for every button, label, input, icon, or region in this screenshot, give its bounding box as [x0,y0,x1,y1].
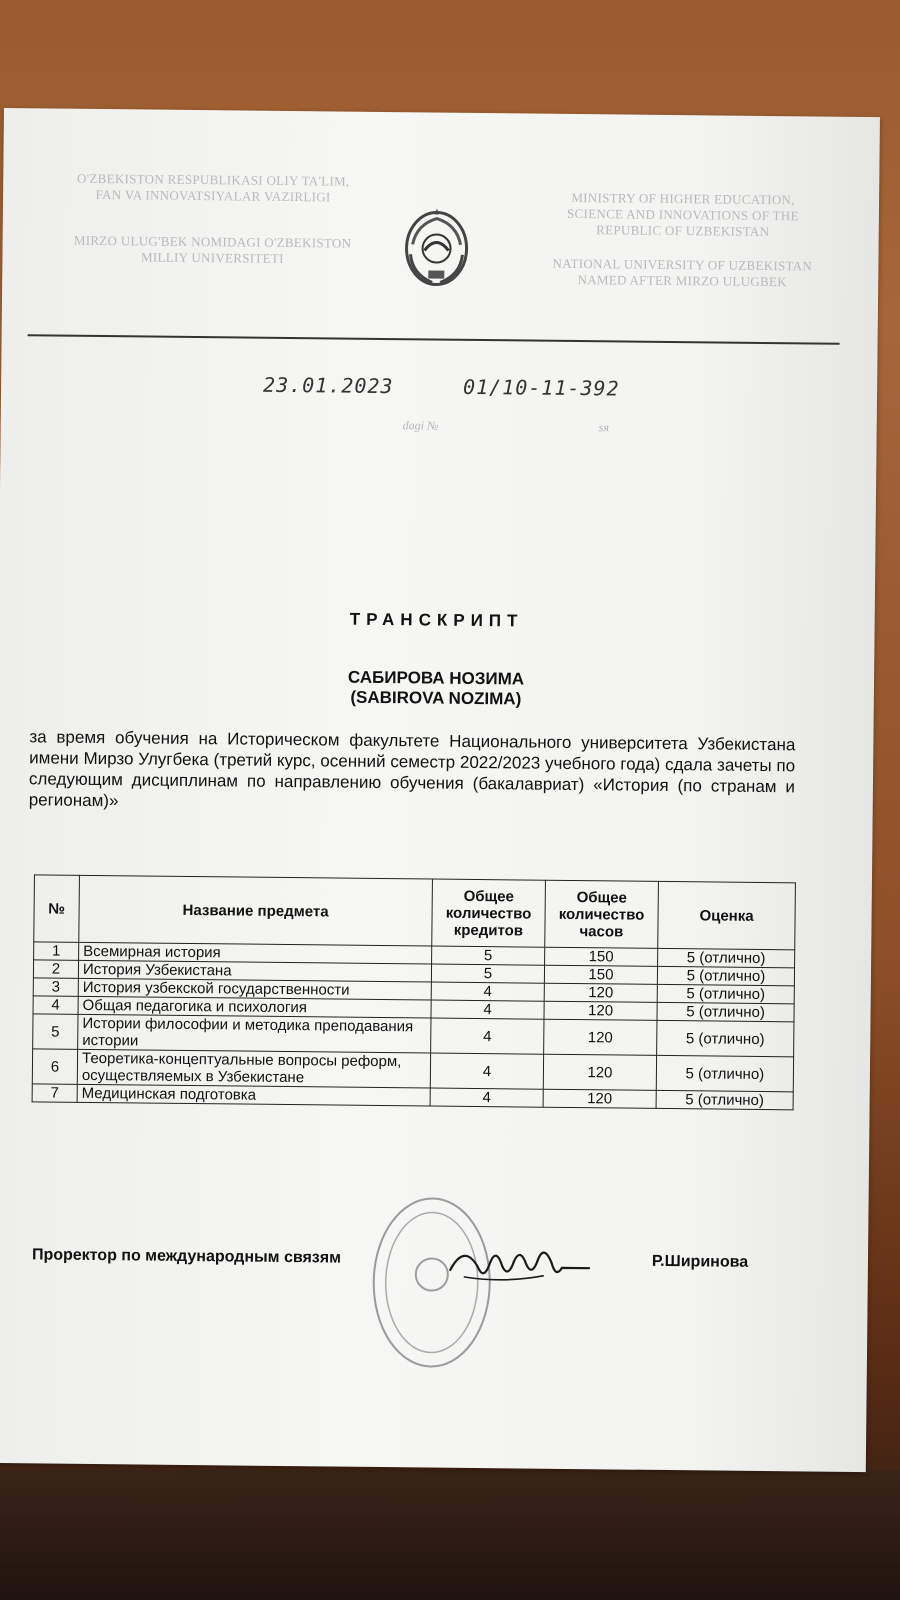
row-num: 5 [33,1014,78,1049]
row-hours: 120 [543,1054,656,1090]
row-hours: 120 [544,1019,657,1055]
header-num: № [34,875,80,942]
registration-date-label: dagi № [402,418,439,433]
row-grade: 5 (отлично) [656,1090,793,1109]
desk-shadow [0,1470,900,1600]
row-grade: 5 (отлично) [657,966,794,985]
document-title: ТРАНСКРИПТ [349,609,524,631]
table-header-row [34,875,796,950]
row-credits: 4 [431,1000,544,1019]
row-subject: Теоретика-концептуальные вопросы реформ, осуществляемых в Узбекистане [77,1049,430,1088]
header-left-line4: MILLIY UNIVERSITETI [140,249,284,266]
header-left [32,170,393,268]
header-grade: Оценка [658,881,796,949]
header-right-line4: NATIONAL UNIVERSITY OF UZBEKISTAN [552,255,813,274]
header-hours: Общее количество часов [545,880,659,948]
header-right-line1: MINISTRY OF HIGHER EDUCATION, [571,189,795,208]
row-hours: 120 [543,1089,656,1108]
header-left-line2: FAN VA INNOVATSIYALAR VAZIRLIGI [95,186,331,205]
row-credits: 4 [430,1053,543,1089]
row-num: 7 [32,1084,77,1102]
row-grade: 5 (отлично) [657,1020,794,1056]
row-subject: Истории философии и методика преподавания истории [78,1014,431,1053]
row-subject: История узбекской государственности [78,978,431,1000]
grades-table [32,874,796,1110]
row-credits: 5 [431,964,544,983]
row-subject: История Узбекистана [78,960,431,982]
signatory-name: Р.Ширинова [651,1252,749,1271]
row-grade: 5 (отлично) [657,1002,794,1021]
row-subject: Общая педагогика и психология [78,996,431,1018]
header-right-line3: REPUBLIC OF UZBEKISTAN [596,222,770,240]
document-page [0,108,880,1472]
intro-paragraph: за время обучения на Историческом факультете Национального университета Узбекистана имени Мирзо Улугбека (третий курс, осенний семестр 2022/2023 учебного года) сдала зачеты по следующим дисциплинам по направлению обучения (бакалавриат) «История (по странам и регионам)» [28,727,796,811]
row-hours: 120 [544,1001,657,1020]
student-name-en: (SABIROVA NOZIMA) [350,687,522,709]
row-hours: 120 [544,983,657,1002]
header-credits: Общее количество кредитов [432,879,546,947]
row-num: 6 [32,1049,77,1084]
row-grade: 5 (отлично) [658,948,795,967]
row-num: 3 [33,978,78,996]
row-grade: 5 (отлично) [656,1055,793,1091]
row-num: 1 [34,942,79,960]
header-right-line5: NAMED AFTER MIRZO ULUGBEK [577,272,787,290]
header-rule [28,334,840,345]
registration-date: 23.01.2023 [262,372,394,399]
student-name-ru: САБИРОВА НОЗИМА [347,667,525,689]
row-credits: 4 [431,1018,544,1054]
row-subject: Медицинская подготовка [77,1084,430,1106]
uzbekistan-emblem-icon [402,204,471,289]
header-left-line3: MIRZO ULUG'BEK NOMIDAGI O'ZBEKISTON [73,232,352,251]
registration-number-label: sя [598,420,610,435]
row-credits: 5 [432,946,545,965]
registration-number: 01/10-11-392 [462,374,620,401]
row-num: 2 [33,960,78,978]
row-credits: 4 [431,982,544,1001]
row-credits: 4 [430,1088,543,1107]
signatory-title: Проректор по международным связям [31,1246,342,1267]
row-hours: 150 [545,947,658,966]
row-hours: 150 [544,965,657,984]
header-right [522,189,843,290]
row-grade: 5 (отлично) [657,984,794,1003]
handwritten-signature-icon [444,1233,595,1295]
header-subject: Название предмета [79,875,433,946]
row-subject: Всемирная история [79,942,432,964]
header-left-line1: O'ZBEKISTON RESPUBLIKASI OLIY TA'LIM, [77,170,350,189]
row-num: 4 [33,996,78,1014]
header-right-line2: SCIENCE AND INNOVATIONS OF THE [566,205,799,224]
